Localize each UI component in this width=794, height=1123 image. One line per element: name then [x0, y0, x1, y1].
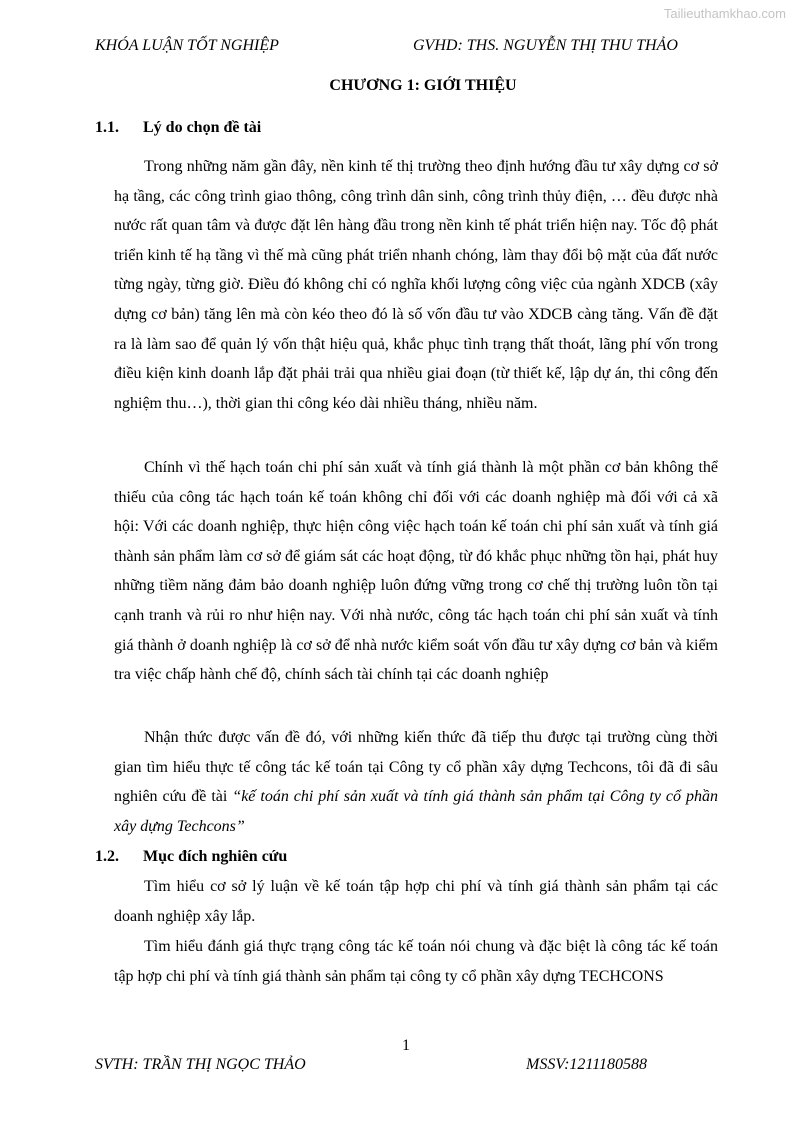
- paragraph: Trong những năm gần đây, nền kinh tế thị trường theo định hướng đầu tư xây dựng cơ sở hạ tầng, các công trình giao thông, công trình dân sinh, công trình thủy điện, … đều được nhà nước rất quan tâm và được đặt lên hàng đầu trong nền kinh tế phát triển hiện nay. Tốc độ phát triển kinh tế hạ tầng vì thế mà cũng phát triển nhanh chóng, làm thay đổi bộ mặt của đất nước từng ngày, từng giờ. Điều đó không chỉ có nghĩa khối lượng công việc của ngành XDCB (xây dựng cơ bản) tăng lên mà còn kéo theo đó là số vốn đầu tư vào XDCB càng tăng. Vấn đề đặt ra là làm sao để quản lý vốn thật hiệu quả, khắc phục tình trạng thất thoát, lãng phí vốn trong điều kiện kinh doanh lắp đặt phải trải qua nhiều giai đoạn (từ thiết kế, lập dự án, thi công đến nghiệm thu…), thời gian thi công kéo dài nhiều tháng, nhiều năm.: [114, 158, 718, 412]
- watermark: Tailieuthamkhao.com: [663, 6, 786, 21]
- footer-left: SVTH: TRẦN THỊ NGỌC THẢO: [95, 1056, 306, 1073]
- thesis-topic: “kế toán chi phí sản xuất và tính giá thành sản phẩm tại Công ty cổ phần xây dựng Techcons”: [114, 788, 718, 835]
- paragraph: Tìm hiểu cơ sở lý luận về kế toán tập hợp chi phí và tính giá thành sản phẩm tại các doanh nghiệp xây lắp.: [114, 878, 718, 925]
- paragraph: [114, 723, 718, 841]
- section-title: Mục đích nghiên cứu: [143, 848, 288, 865]
- footer-right: MSSV:1211180588: [526, 1056, 648, 1073]
- section-title: Lý do chọn đề tài: [143, 119, 262, 136]
- paragraph-text: Nhận thức được vấn đề đó, với những kiến thức đã tiếp thu được tại trường cùng thời gian tìm hiểu thực tế công tác kế toán tại Công ty cổ phần xây dựng Techcons, tôi đã đi sâu nghiên cứu đề tài: [114, 729, 718, 806]
- paragraph: Tìm hiểu đánh giá thực trạng công tác kế toán nói chung và đặc biệt là công tác kế toán tập hợp chi phí và tính giá thành sản phẩm tại công ty cổ phần xây dựng TECHCONS: [114, 938, 718, 985]
- chapter-title: CHƯƠNG 1: GIỚI THIỆU: [329, 77, 517, 94]
- section-number: 1.2.: [95, 848, 119, 865]
- section-heading-1: [95, 119, 261, 137]
- section-number: 1.1.: [95, 119, 119, 136]
- paragraph: Chính vì thế hạch toán chi phí sản xuất và tính giá thành là một phần cơ bản không thể thiếu của công tác hạch toán kế toán không chỉ đối với các doanh nghiệp mà đối với cả xã hội: Với các doanh nghiệp, thực hiện công việc hạch toán kế toán chi phí sản xuất và tính giá thành sản phẩm làm cơ sở để giám sát các hoạt động, từ đó khắc phục những tồn hại, phát huy những tiềm năng đảm bảo doanh nghiệp luôn đứng vững trong cơ chế thị trường luôn tồn tại cạnh tranh và rủi ro như hiện nay. Với nhà nước, công tác hạch toán chi phí sản xuất và tính giá thành ở doanh nghiệp là cơ sở để nhà nước kiểm soát vốn đầu tư xây dựng cơ bản và kiểm tra việc chấp hành chế độ, chính sách tài chính tại các doanh nghiệp: [114, 459, 718, 684]
- section-heading-2: [95, 848, 287, 866]
- header-left: KHÓA LUẬN TỐT NGHIỆP: [95, 37, 279, 54]
- header-right: GVHD: THS. NGUYỄN THỊ THU THẢO: [413, 37, 678, 54]
- page-number: 1: [402, 1037, 410, 1054]
